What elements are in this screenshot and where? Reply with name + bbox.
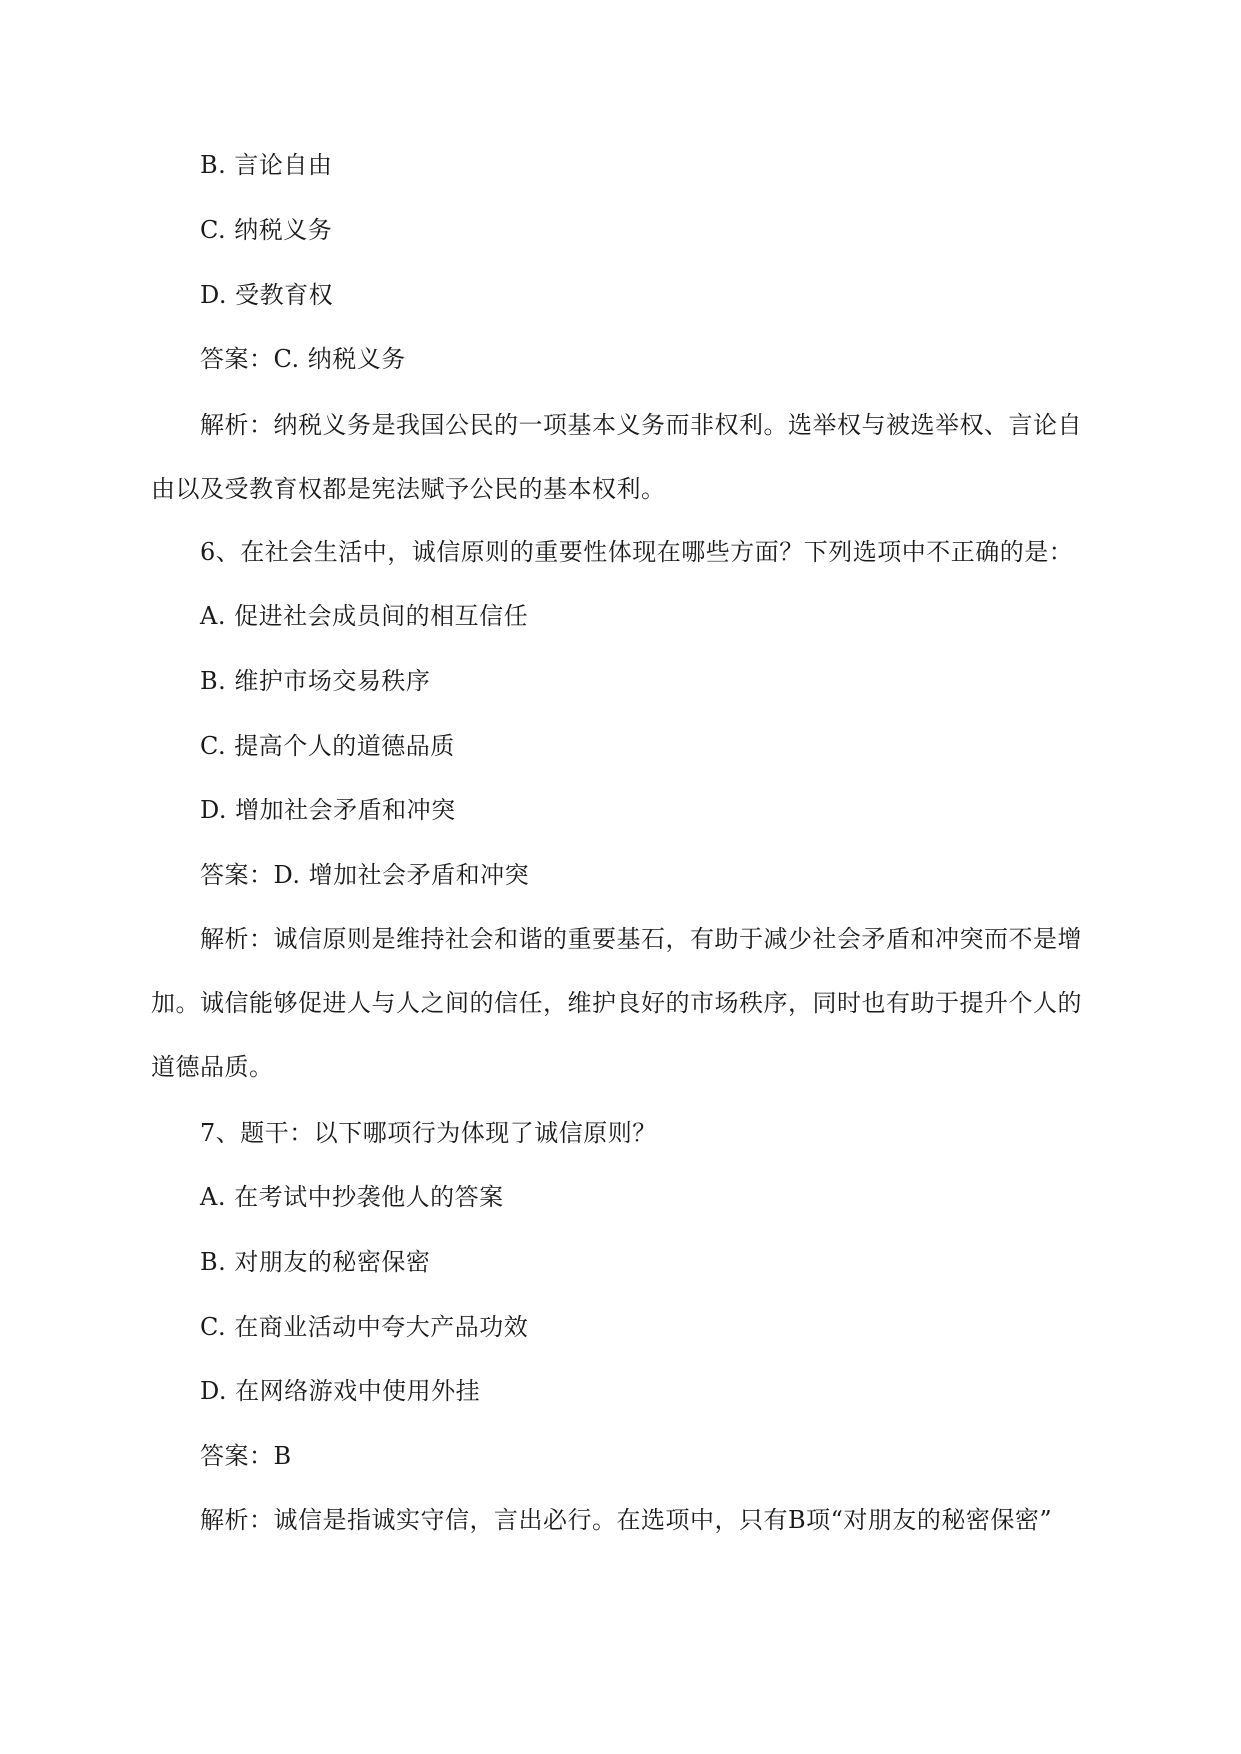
q7-question: 7、题干：以下哪项行为体现了诚信原则？ — [200, 1119, 657, 1147]
q7-analysis-line-1: 解析：诚信是指诚实守信，言出必行。在选项中，只有B项“对朋友的秘密保密” — [200, 1506, 1053, 1534]
q6-analysis-line-3: 道德品质。 — [151, 1053, 274, 1081]
q6-option-d: D. 增加社会矛盾和冲突 — [200, 796, 456, 824]
q7-option-a: A. 在考试中抄袭他人的答案 — [200, 1183, 504, 1211]
q6-option-b: B. 维护市场交易秩序 — [200, 667, 431, 695]
q5-option-d: D. 受教育权 — [200, 281, 334, 309]
q7-option-b: B. 对朋友的秘密保密 — [200, 1248, 431, 1276]
q7-answer: 答案：B — [200, 1442, 292, 1470]
q5-analysis-line-1: 解析：纳税义务是我国公民的一项基本义务而非权利。选举权与被选举权、言论自 — [200, 411, 1082, 439]
q5-analysis-line-2: 由以及受教育权都是宪法赋予公民的基本权利。 — [151, 475, 666, 503]
q6-option-a: A. 促进社会成员间的相互信任 — [200, 602, 529, 630]
q6-analysis-line-1: 解析：诚信原则是维持社会和谐的重要基石，有助于减少社会矛盾和冲突而不是增 — [200, 925, 1082, 953]
q6-analysis-line-2: 加。诚信能够促进人与人之间的信任，维护良好的市场秩序，同时也有助于提升个人的 — [151, 989, 1082, 1017]
q6-option-c: C. 提高个人的道德品质 — [200, 732, 455, 760]
q6-answer: 答案：D. 增加社会矛盾和冲突 — [200, 861, 530, 889]
q7-option-c: C. 在商业活动中夸大产品功效 — [200, 1313, 529, 1341]
q5-option-c: C. 纳税义务 — [200, 216, 333, 244]
q7-option-d: D. 在网络游戏中使用外挂 — [200, 1377, 481, 1405]
q5-option-b: B. 言论自由 — [200, 151, 333, 179]
q6-question: 6、在社会生活中，诚信原则的重要性体现在哪些方面？下列选项中不正确的是： — [200, 538, 1074, 566]
q5-answer: 答案：C. 纳税义务 — [200, 345, 406, 373]
